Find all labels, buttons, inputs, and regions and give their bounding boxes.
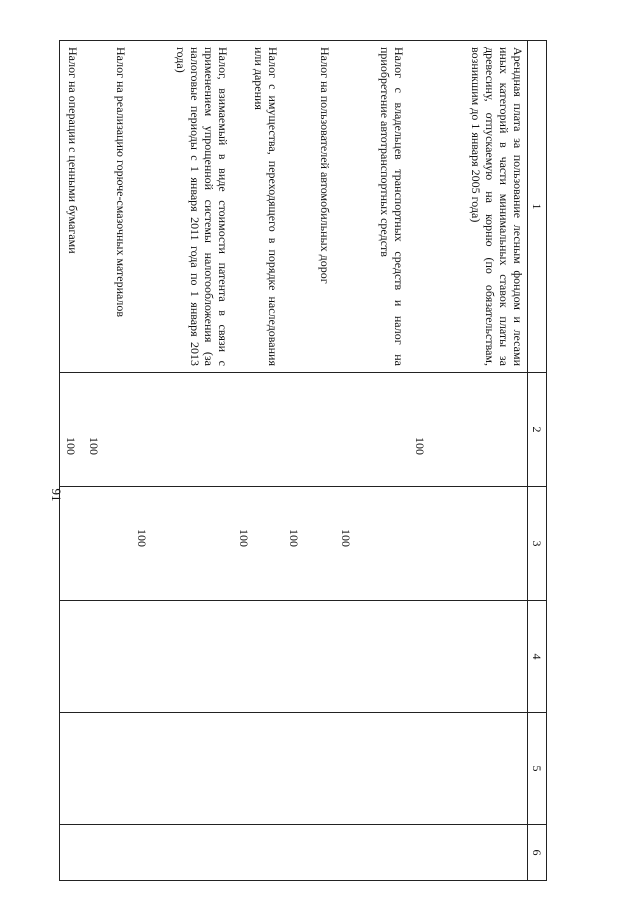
row-empty-col6 <box>60 825 84 881</box>
table-row <box>284 41 336 881</box>
row-empty-col4 <box>284 601 336 713</box>
row-label: Налог, взимаемый в виде стоимости патента в связи с применением упрощенной системы налогообложения (за налоговые периоды с 1 января 2011 года по 1 января 2013 года) <box>132 41 234 373</box>
page-number: 91 <box>49 488 64 502</box>
row-value-col2: 100 <box>410 373 528 487</box>
table-row <box>132 41 234 881</box>
row-empty-col4 <box>336 601 410 713</box>
row-empty-col4 <box>410 601 528 713</box>
row-value-col2 <box>234 373 284 487</box>
row-label: Налог с владельцев транспортных средств и налог на приобретение автотранспортных средств <box>336 41 410 373</box>
row-empty-col5 <box>234 713 284 825</box>
row-label: Налог на реализацию горюче-смазочных материалов <box>84 41 132 373</box>
row-empty-col6 <box>234 825 284 881</box>
row-empty-col5 <box>132 713 234 825</box>
row-value-col3 <box>410 487 528 601</box>
row-value-col2 <box>336 373 410 487</box>
table-row <box>336 41 410 881</box>
row-value-col3: 100 <box>234 487 284 601</box>
table-row <box>60 41 84 881</box>
budget-table <box>60 40 548 881</box>
row-empty-col6 <box>336 825 410 881</box>
row-label: Арендная плата за пользование лесным фондом и лесами иных категорий в части минимальных ставок платы за древесину, отпускаемую на корню (по обязательствам, возникшим до 1 января 2005 года) <box>410 41 528 373</box>
header-col-3: 3 <box>528 487 547 601</box>
header-col-2: 2 <box>528 373 547 487</box>
row-value-col3: 100 <box>132 487 234 601</box>
row-empty-col6 <box>284 825 336 881</box>
row-value-col3 <box>60 487 84 601</box>
budget-table-container <box>64 40 547 880</box>
row-value-col2 <box>132 373 234 487</box>
row-empty-col6 <box>84 825 132 881</box>
row-empty-col4 <box>234 601 284 713</box>
row-value-col2 <box>284 373 336 487</box>
row-empty-col5 <box>84 713 132 825</box>
header-row <box>528 41 547 881</box>
row-empty-col4 <box>132 601 234 713</box>
header-col-4: 4 <box>528 601 547 713</box>
row-value-col2: 100 <box>60 373 84 487</box>
row-value-col2: 100 <box>84 373 132 487</box>
row-label: Налог с имущества, переходящего в порядке наследования или дарения <box>234 41 284 373</box>
row-value-col3 <box>84 487 132 601</box>
header-col-5: 5 <box>528 713 547 825</box>
header-col-6: 6 <box>528 825 547 881</box>
table-row <box>234 41 284 881</box>
row-value-col3: 100 <box>336 487 410 601</box>
row-empty-col6 <box>132 825 234 881</box>
row-empty-col5 <box>336 713 410 825</box>
row-label: Налог на пользователей автомобильных дорог <box>284 41 336 373</box>
row-empty-col4 <box>60 601 84 713</box>
table-row <box>410 41 528 881</box>
header-col-1: 1 <box>528 41 547 373</box>
row-empty-col4 <box>84 601 132 713</box>
row-empty-col6 <box>410 825 528 881</box>
row-empty-col5 <box>60 713 84 825</box>
row-empty-col5 <box>410 713 528 825</box>
row-empty-col5 <box>284 713 336 825</box>
row-value-col3: 100 <box>284 487 336 601</box>
row-label: Налог на операции с ценными бумагами <box>60 41 84 373</box>
table-row <box>84 41 132 881</box>
